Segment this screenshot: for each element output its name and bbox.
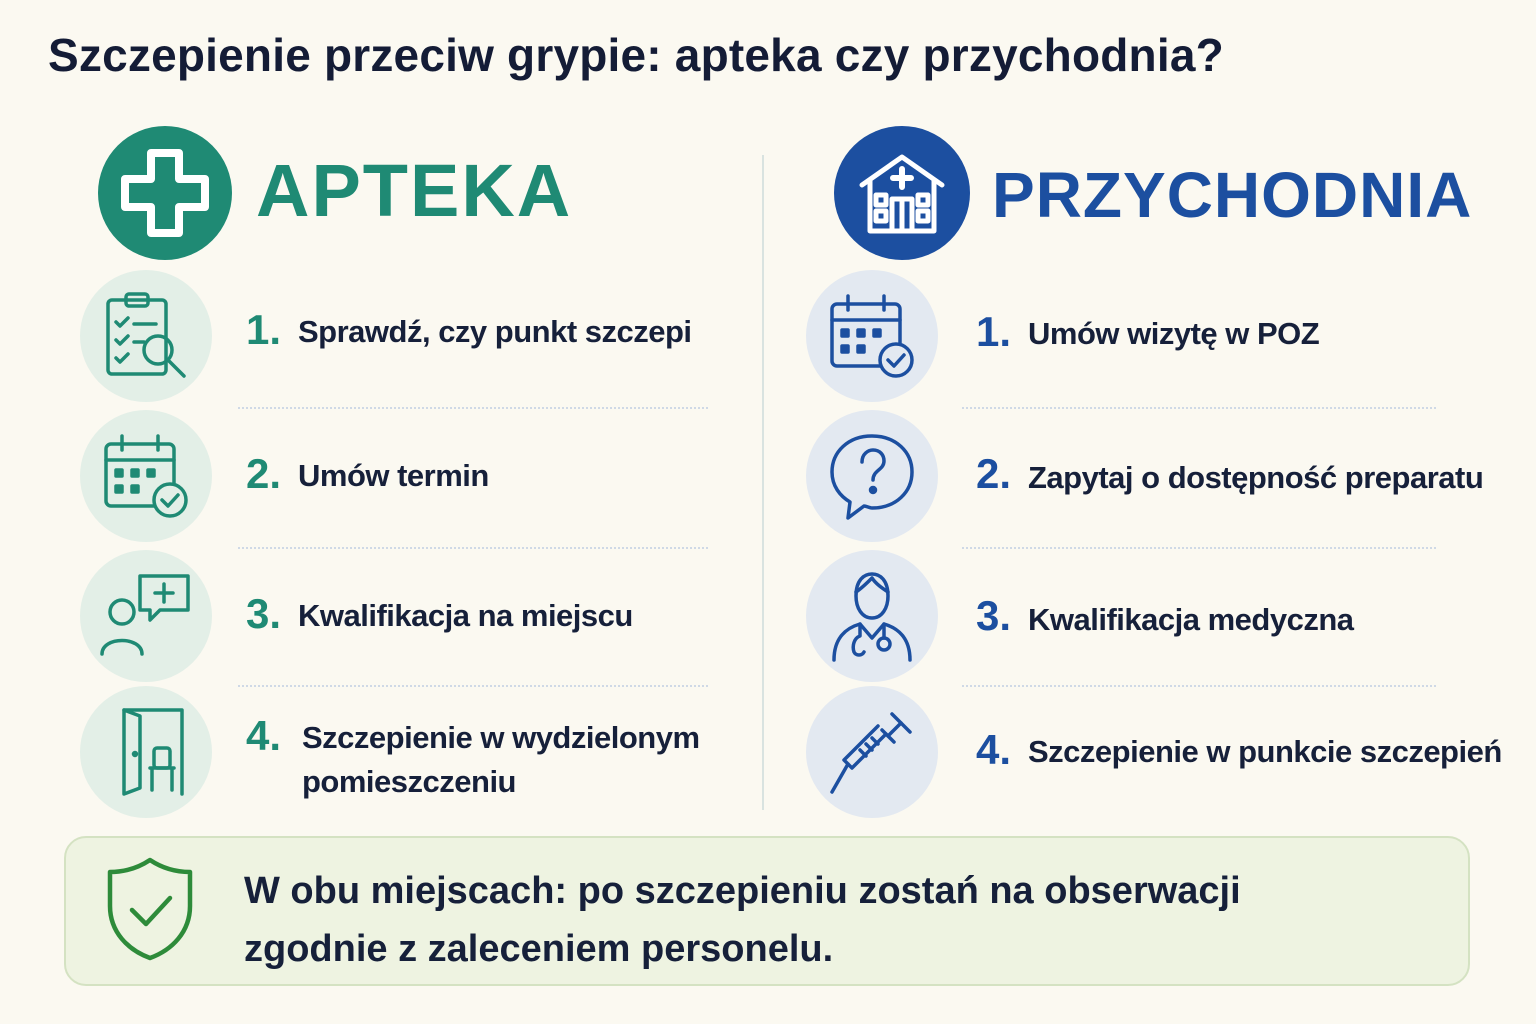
page-title: Szczepienie przeciw grypie: apteka czy przychodnia?: [48, 29, 1224, 81]
przychodnia-step-4-number: 4.: [976, 726, 1012, 773]
checklist-search-icon: [80, 270, 212, 402]
apteka-step-2-number: 2.: [246, 450, 282, 497]
przychodnia-step-4-text: Szczepienie w punkcie szczepień: [1028, 734, 1502, 769]
przychodnia-step-2-text: Zapytaj o dostępność preparatu: [1028, 460, 1484, 495]
separator: [238, 407, 708, 409]
separator: [238, 547, 708, 549]
apteka-step-4-number: 4.: [246, 712, 282, 759]
observation-note-text: [244, 862, 1444, 978]
przychodnia-step-3-text: Kwalifikacja medyczna: [1028, 602, 1354, 637]
separator: [962, 685, 1436, 687]
przychodnia-step-2-number: 2.: [976, 450, 1012, 497]
calendar-check-icon: [80, 410, 212, 542]
note-line-2: zgodnie z zaleceniem personelu.: [244, 928, 834, 970]
column-divider: [762, 155, 764, 810]
przychodnia-step-3-number: 3.: [976, 592, 1012, 639]
przychodnia-step-1-number: 1.: [976, 308, 1012, 355]
apteka-step-2-text: Umów termin: [298, 458, 489, 493]
separator: [238, 685, 708, 687]
syringe-icon: [806, 686, 938, 818]
apteka-step-1-number: 1.: [246, 306, 282, 353]
note-line-1-rest: po szczepieniu zostań na obserwacji: [567, 870, 1241, 912]
question-bubble-icon: [806, 410, 938, 542]
apteka-step-1-text: Sprawdź, czy punkt szczepi: [298, 314, 692, 349]
pharmacy-cross-icon: [98, 126, 232, 260]
apteka-step-3-number: 3.: [246, 590, 282, 637]
apteka-title: APTEKA: [256, 149, 573, 232]
doctor-icon: [806, 550, 938, 682]
apteka-step-4-text-line2: pomieszczeniu: [302, 764, 516, 799]
przychodnia-step-1-text: Umów wizytę w POZ: [1028, 316, 1320, 351]
room-door-chair-icon: [80, 686, 212, 818]
note-line-1: [244, 862, 1444, 920]
przychodnia-title: PRZYCHODNIA: [992, 159, 1473, 231]
apteka-step-4-text-line1: Szczepienie w wydzielonym: [302, 720, 700, 755]
separator: [962, 547, 1436, 549]
shield-check-icon: [104, 854, 196, 969]
apteka-step-3-text: Kwalifikacja na miejscu: [298, 598, 633, 633]
separator: [962, 407, 1436, 409]
calendar-check-icon: [806, 270, 938, 402]
note-lead: W obu miejscach:: [244, 870, 568, 912]
person-chat-plus-icon: [80, 550, 212, 682]
clinic-building-icon: [834, 126, 970, 260]
